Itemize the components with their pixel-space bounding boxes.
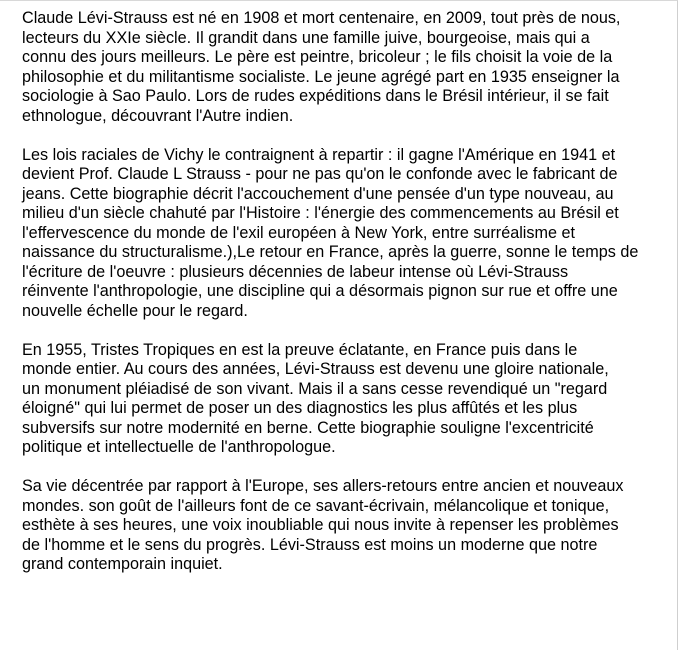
- document-body: [22, 9, 677, 594]
- paragraph-1: Claude Lévi-Strauss est né en 1908 et mort centenaire, en 2009, tout près de nous, lecteurs du XXIe siècle. Il grandit dans une famille juive, bourgeoise, mais qui a connu des jours meilleurs. Le père est peintre, bricoleur ; le fils choisit la voie de la philosophie et du militantisme socialiste. Le jeune agrégé part en 1935 enseigner la sociologie à Sao Paulo. Lors de rudes expéditions dans le Brésil intérieur, il se fait ethnologue, découvrant l'Autre indien.: [22, 9, 621, 125]
- paragraph-2: Les lois raciales de Vichy le contraignent à repartir : il gagne l'Amérique en 1941 et devient Prof. Claude L Strauss - pour ne pas qu'on le confonde avec le fabricant de jeans. Cette biographie décrit l'accouchement d'une pensée d'un type nouveau, au milieu d'un siècle chahuté par l'Histoire : l'énergie des commencements au Brésil et l'effervescence du monde de l'exil européen à New York, entre surréalisme et naissance du structuralisme.),Le retour en France, après la guerre, sonne le temps de l'écriture de l'oeuvre : plusieurs décennies de labeur intense où Lévi-Strauss réinvente l'anthropologie, une discipline qui a désormais pignon sur rue et offre une nouvelle échelle pour le regard.: [22, 145, 639, 320]
- paragraph-3: En 1955, Tristes Tropiques en est la preuve éclatante, en France puis dans le monde entier. Au cours des années, Lévi-Strauss est devenu une gloire nationale, un monument pléiadisé de son vivant. Mais il a sans cesse revendiqué un "regard éloigné" qui lui permet de poser un des diagnostics les plus affûtés et les plus subversifs sur notre modernité en berne. Cette biographie souligne l'excentricité politique et intellectuelle de l'anthropologue.: [22, 340, 609, 456]
- paragraph-4: Sa vie décentrée par rapport à l'Europe, ses allers-retours entre ancien et nouveaux mondes. son goût de l'ailleurs font de ce savant-écrivain, mélancolique et tonique, esthète à ses heures, une voix inoubliable qui nous invite à repenser les problèmes de l'homme et le sens du progrès. Lévi-Strauss est moins un moderne que notre grand contemporain inquiet.: [22, 477, 624, 573]
